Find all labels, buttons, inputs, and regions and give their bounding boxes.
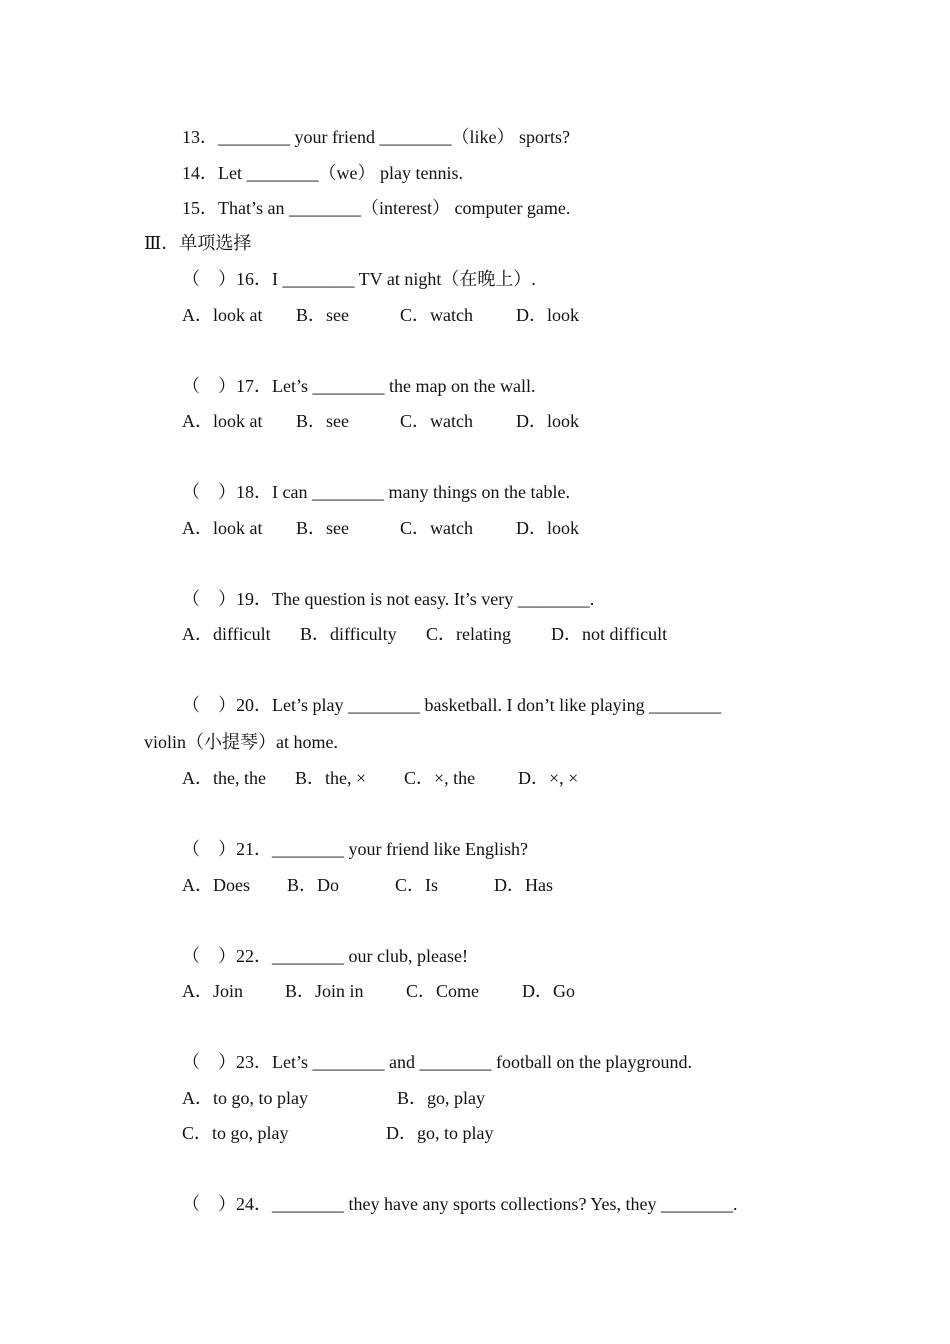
q16-option-c: C．watch [400,305,473,325]
q17-option-c: C．watch [400,411,473,431]
q21-option-c: C．Is [395,875,439,895]
q19-option-c: C．relating [426,624,511,644]
q18-option-d: D．look [516,518,579,538]
q23-option-a: A．to go, to play [182,1088,308,1108]
question-21-stem: （ ）21．________ your friend like English? [182,839,528,859]
question-16-stem: （ ）16．I ________ TV at night（在晚上）. [182,269,536,289]
q18-option-a: A．look at [182,518,263,538]
q17-option-d: D．look [516,411,579,431]
q19-option-d: D．not difficult [551,624,668,644]
q20-option-b: B．the, × [295,768,367,788]
question-24-stem: （ ）24．________ they have any sports collections? Yes, they ________. [182,1194,738,1214]
q20-option-c: C．×, the [404,768,476,788]
q19-option-a: A．difficult [182,624,271,644]
q22-option-b: B．Join in [285,981,364,1001]
q23-option-d: D．go, to play [386,1123,494,1143]
q20-option-d: D．×, × [518,768,579,788]
question-20-stem: （ ）20．Let’s play ________ basketball. I don’t like playing ________ [182,695,722,715]
q19-option-b: B．difficulty [300,624,397,644]
fill-in-14: 14．Let ________（we） play tennis. [182,163,463,183]
fill-in-13: 13．________ your friend ________（like） sports? [182,127,570,147]
q17-option-b: B．see [296,411,349,431]
q16-option-d: D．look [516,305,579,325]
question-19-stem: （ ）19．The question is not easy. It’s very ________. [182,589,595,609]
section-heading: Ⅲ．单项选择 [144,233,252,253]
q20-option-a: A．the, the [182,768,266,788]
question-23-stem: （ ）23．Let’s ________ and ________ football on the playground. [182,1052,692,1072]
q18-option-b: B．see [296,518,349,538]
q22-option-a: A．Join [182,981,244,1001]
q18-option-c: C．watch [400,518,473,538]
q23-option-c: C．to go, play [182,1123,289,1143]
fill-in-15: 15．That’s an ________（interest） computer game. [182,198,571,218]
q16-option-b: B．see [296,305,349,325]
q21-option-a: A．Does [182,875,250,895]
q21-option-b: B．Do [287,875,340,895]
q21-option-d: D．Has [494,875,553,895]
question-20-stem-continued: violin（小提琴）at home. [144,732,338,752]
q17-option-a: A．look at [182,411,263,431]
q16-option-a: A．look at [182,305,263,325]
q22-option-d: D．Go [522,981,575,1001]
question-18-stem: （ ）18．I can ________ many things on the table. [182,482,570,502]
q22-option-c: C．Come [406,981,480,1001]
question-22-stem: （ ）22．________ our club, please! [182,946,468,966]
q23-option-b: B．go, play [397,1088,485,1108]
question-17-stem: （ ）17．Let’s ________ the map on the wall. [182,376,536,396]
